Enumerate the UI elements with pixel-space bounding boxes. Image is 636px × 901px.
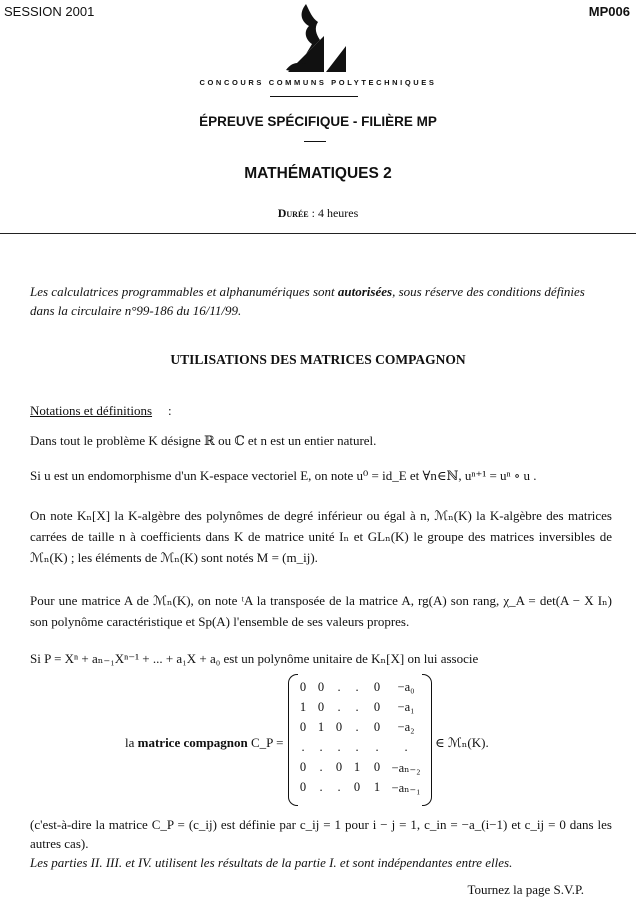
matrix-cell: 1 <box>373 780 381 794</box>
matrix-cell: 0 <box>335 720 343 734</box>
matrix-cell: −aₙ₋₂ <box>391 761 421 775</box>
duration-label: Durée <box>277 206 309 220</box>
epreuve-title: ÉPREUVE SPÉCIFIQUE - FILIÈRE MP <box>199 114 437 129</box>
calculator-notice <box>30 282 610 320</box>
notations-heading-text: Notations et définitions <box>30 403 153 418</box>
ccp-logo-icon <box>276 2 356 76</box>
parties-note: Les parties II. III. et IV. utilisent les résultats de la partie I. et sont indépendantes entre elles. <box>30 855 513 870</box>
matrix-cell: . <box>355 720 359 734</box>
matrix-cell: . <box>319 780 323 794</box>
paragraph: Pour une matrice A de ℳₙ(K), on note ᵗA la transposée de la matrice A, rg(A) son rang, χ_A = det(A − X Iₙ) son polynôme caractéristique et Sp(A) l'ensemble de ses valeurs propres. <box>30 593 612 629</box>
notice-bold: autorisées <box>337 284 393 299</box>
matrix-cell: −aₙ₋₁ <box>391 781 421 795</box>
matrix-cell: . <box>319 760 323 774</box>
paragraph: Si u est un endomorphisme d'un K-espace vectoriel E, on note u⁰ = id_E et ∀n∈ℕ, uⁿ⁺¹ = uⁿ ∘ u . <box>30 468 537 483</box>
paragraph: Si P = Xⁿ + aₙ₋₁Xⁿ⁻¹ + ... + a₁X + a₀ est un polynôme unitaire de Kₙ[X] on lui associe <box>30 651 479 666</box>
matrix-label-bold: matrice compagnon <box>137 735 248 750</box>
header-rule <box>0 233 636 234</box>
matrix-cell: 1 <box>299 700 307 714</box>
matrix-cell: 0 <box>353 780 361 794</box>
matrix-cell: 0 <box>373 760 381 774</box>
notice-text: Les calculatrices programmables et alphanumériques sont <box>30 284 338 299</box>
paragraph: Dans tout le problème K désigne ℝ ou ℂ et n est un entier naturel. <box>30 433 377 448</box>
matrix-label-suffix: C_P = <box>247 735 284 750</box>
concours-title: CONCOURS COMMUNS POLYTECHNIQUES <box>199 78 437 87</box>
matrix-cell: 1 <box>353 760 361 774</box>
matrix-cell: 0 <box>299 780 307 794</box>
matrix-cell: . <box>355 740 359 754</box>
matrix-cell: . <box>337 680 341 694</box>
matrix-cell: −a₁ <box>397 700 415 714</box>
matrix-cell: −a₀ <box>397 680 415 694</box>
matrix-label-prefix: la <box>125 735 138 750</box>
matrix-label <box>125 735 284 751</box>
matrix-cell: . <box>355 680 359 694</box>
session-label: SESSION 2001 <box>4 4 95 19</box>
paragraph: On note Kₙ[X] la K-algèbre des polynômes de degré inférieur ou égal à n, ℳₙ(K) la K-algèbre des matrices carrées de taille n à coefficients dans K de matrice unité Iₙ et GLₙ(K) le groupe des matrices inversibles de ℳₙ(K) ; les éléments de ℳₙ(K) sont notés M = (m_ij). <box>30 508 612 565</box>
divider <box>270 96 358 97</box>
problem-title: UTILISATIONS DES MATRICES COMPAGNON <box>170 352 466 367</box>
matrix-cell: −a₂ <box>397 720 415 734</box>
matrix-cell: . <box>337 740 341 754</box>
matrix-cell: 0 <box>299 760 307 774</box>
matrix-cell: 0 <box>335 760 343 774</box>
matrix-cell: 0 <box>299 680 307 694</box>
notice-text: , sous réserve des conditions définies dans la circulaire n°99-186 du 16/11/99. <box>30 284 585 318</box>
subject-title: MATHÉMATIQUES 2 <box>244 165 392 182</box>
matrix-cell: 1 <box>317 720 325 734</box>
matrix-cell: 0 <box>299 720 307 734</box>
matrix-cell: . <box>319 740 323 754</box>
companion-matrix <box>296 680 422 800</box>
matrix-cell: 0 <box>373 700 381 714</box>
matrix-cell: . <box>301 740 305 754</box>
matrix-cell: . <box>375 740 379 754</box>
matrix-set: ∈ ℳₙ(K). <box>435 735 489 750</box>
divider <box>304 141 326 142</box>
matrix-cell: 0 <box>373 720 381 734</box>
notations-heading <box>30 400 612 421</box>
matrix-cell: . <box>404 740 408 754</box>
paragraph: (c'est-à-dire la matrice C_P = (c_ij) est définie par c_ij = 1 pour i − j = 1, c_in = −a_(i−1) et c_ij = 0 dans les autres cas). <box>30 817 612 851</box>
duration <box>0 206 636 221</box>
matrix-cell: . <box>337 780 341 794</box>
matrix-cell: 0 <box>317 700 325 714</box>
matrix-cell: 0 <box>317 680 325 694</box>
exam-code: MP006 <box>588 4 630 19</box>
duration-value: : 4 heures <box>308 206 359 220</box>
matrix-cell: 0 <box>373 680 381 694</box>
matrix-cell: . <box>337 700 341 714</box>
notations-colon: : <box>168 403 172 418</box>
matrix-cell: . <box>355 700 359 714</box>
turn-page-note: Tournez la page S.V.P. <box>467 882 584 897</box>
